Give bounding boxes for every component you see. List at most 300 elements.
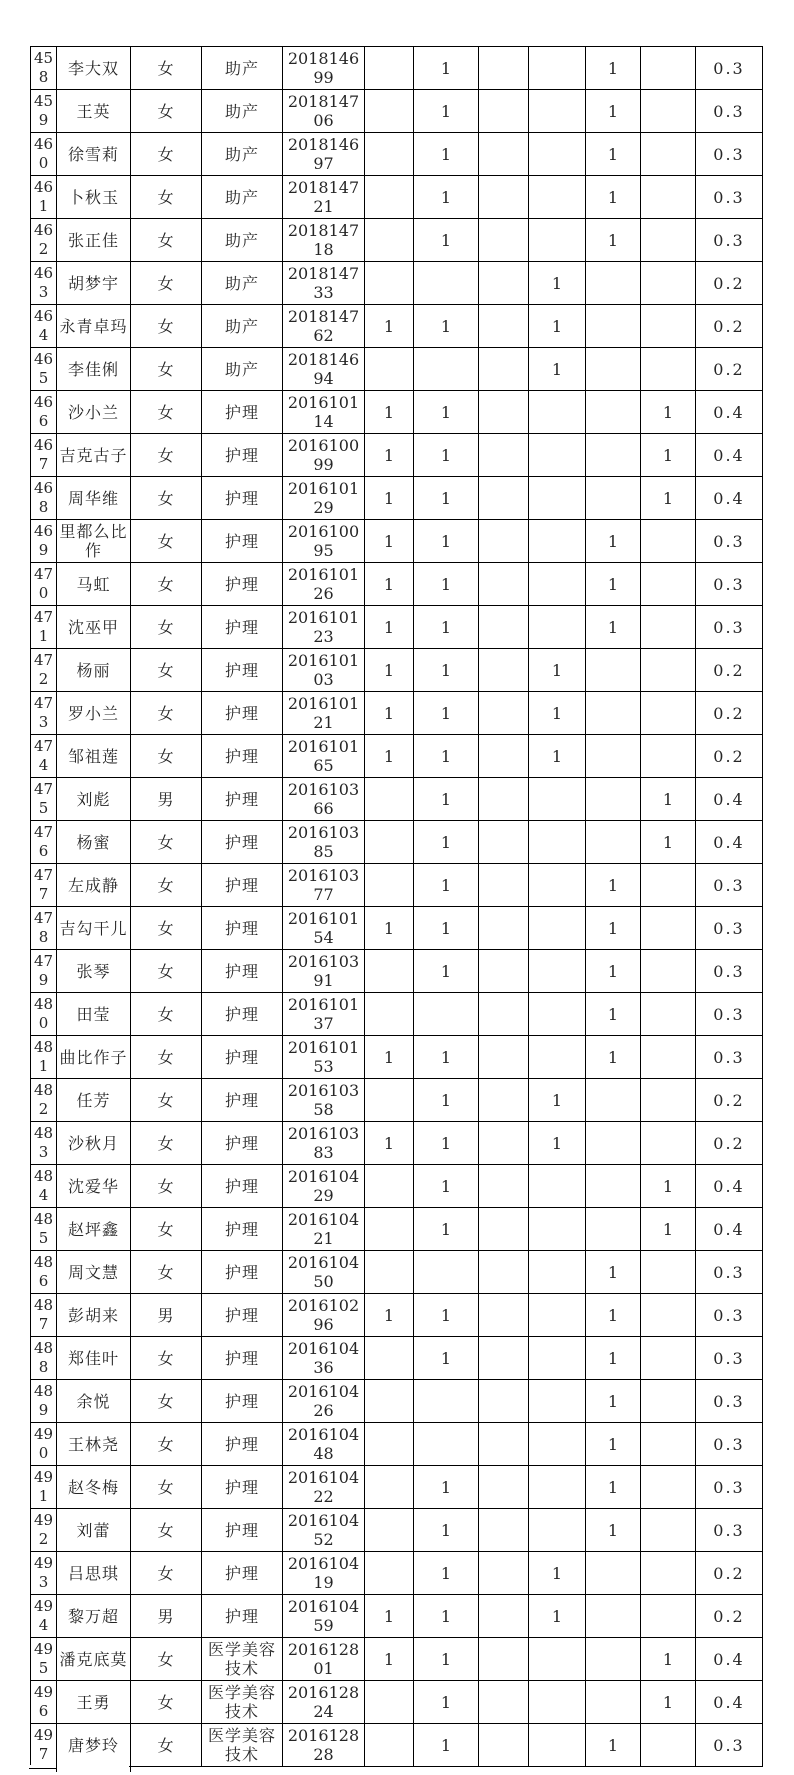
row-number-cell: 483 <box>31 1122 57 1165</box>
mark-col-3-cell <box>479 692 529 735</box>
gender-cell: 女 <box>131 993 202 1036</box>
gender-cell: 女 <box>131 434 202 477</box>
mark-col-6-cell <box>641 735 696 778</box>
total-score-cell: 0.3 <box>696 907 763 950</box>
student-id-cell: 201612828 <box>283 1724 365 1767</box>
total-score-cell: 0.3 <box>696 864 763 907</box>
mark-col-4-cell: 1 <box>529 1552 586 1595</box>
mark-col-4-cell <box>529 434 586 477</box>
row-number-cell: 493 <box>31 1552 57 1595</box>
mark-col-3-cell <box>479 1423 529 1466</box>
mark-col-1-cell <box>365 47 414 90</box>
table-row <box>31 305 763 348</box>
table-row <box>31 1466 763 1509</box>
table-row <box>31 219 763 262</box>
row-number-cell: 476 <box>31 821 57 864</box>
table-row <box>31 950 763 993</box>
mark-col-4-cell <box>529 219 586 262</box>
mark-col-1-cell: 1 <box>365 305 414 348</box>
name-cell: 沈巫甲 <box>57 606 131 649</box>
table-row <box>31 1337 763 1380</box>
major-cell: 护理 <box>202 606 283 649</box>
mark-col-5-cell: 1 <box>586 1509 641 1552</box>
row-number-cell: 472 <box>31 649 57 692</box>
mark-col-4-cell <box>529 907 586 950</box>
mark-col-2-cell: 1 <box>414 1552 479 1595</box>
row-number-cell: 486 <box>31 1251 57 1294</box>
gender-cell: 女 <box>131 649 202 692</box>
table-row <box>31 649 763 692</box>
gender-cell: 女 <box>131 1509 202 1552</box>
mark-col-4-cell <box>529 864 586 907</box>
student-id-cell: 201610366 <box>283 778 365 821</box>
student-id-cell: 201610419 <box>283 1552 365 1595</box>
mark-col-1-cell <box>365 1337 414 1380</box>
gender-cell: 女 <box>131 692 202 735</box>
mark-col-3-cell <box>479 434 529 477</box>
mark-col-4-cell: 1 <box>529 1122 586 1165</box>
mark-col-5-cell: 1 <box>586 1423 641 1466</box>
total-score-cell: 0.2 <box>696 305 763 348</box>
mark-col-4-cell: 1 <box>529 692 586 735</box>
row-number-cell: 495 <box>31 1638 57 1681</box>
mark-col-5-cell <box>586 1638 641 1681</box>
mark-col-4-cell <box>529 993 586 1036</box>
mark-col-1-cell <box>365 993 414 1036</box>
major-cell: 护理 <box>202 520 283 563</box>
row-number-cell: 480 <box>31 993 57 1036</box>
mark-col-3-cell <box>479 1294 529 1337</box>
mark-col-6-cell <box>641 219 696 262</box>
name-cell: 邹祖莲 <box>57 735 131 778</box>
mark-col-4-cell: 1 <box>529 1595 586 1638</box>
name-cell: 余悦 <box>57 1380 131 1423</box>
major-cell: 护理 <box>202 1380 283 1423</box>
mark-col-4-cell <box>529 563 586 606</box>
mark-col-4-cell <box>529 90 586 133</box>
mark-col-2-cell: 1 <box>414 1079 479 1122</box>
major-cell: 护理 <box>202 1036 283 1079</box>
mark-col-1-cell <box>365 90 414 133</box>
mark-col-3-cell <box>479 305 529 348</box>
mark-col-5-cell <box>586 434 641 477</box>
row-number-cell: 485 <box>31 1208 57 1251</box>
name-cell: 田莹 <box>57 993 131 1036</box>
mark-col-6-cell <box>641 1337 696 1380</box>
mark-col-6-cell <box>641 950 696 993</box>
major-cell: 护理 <box>202 993 283 1036</box>
table-row <box>31 1079 763 1122</box>
mark-col-3-cell <box>479 907 529 950</box>
gender-cell: 女 <box>131 1423 202 1466</box>
mark-col-1-cell <box>365 1079 414 1122</box>
major-cell: 护理 <box>202 563 283 606</box>
gender-cell: 女 <box>131 1552 202 1595</box>
mark-col-4-cell <box>529 133 586 176</box>
table-row <box>31 1638 763 1681</box>
mark-col-6-cell <box>641 692 696 735</box>
major-cell: 助产 <box>202 47 283 90</box>
mark-col-6-cell <box>641 1509 696 1552</box>
total-score-cell: 0.3 <box>696 1036 763 1079</box>
major-cell: 护理 <box>202 950 283 993</box>
gender-cell: 女 <box>131 262 202 305</box>
mark-col-4-cell <box>529 1423 586 1466</box>
mark-col-6-cell <box>641 864 696 907</box>
gender-cell: 男 <box>131 1595 202 1638</box>
gender-cell: 女 <box>131 563 202 606</box>
mark-col-4-cell <box>529 176 586 219</box>
row-number-cell: 482 <box>31 1079 57 1122</box>
mark-col-2-cell: 1 <box>414 563 479 606</box>
student-id-cell: 201610137 <box>283 993 365 1036</box>
mark-col-5-cell <box>586 1552 641 1595</box>
mark-col-6-cell <box>641 47 696 90</box>
mark-col-2-cell: 1 <box>414 1681 479 1724</box>
mark-col-5-cell: 1 <box>586 520 641 563</box>
student-id-cell: 201814762 <box>283 305 365 348</box>
table-row <box>31 1380 763 1423</box>
major-cell: 护理 <box>202 735 283 778</box>
mark-col-4-cell: 1 <box>529 1079 586 1122</box>
table-row <box>31 47 763 90</box>
major-cell: 护理 <box>202 1423 283 1466</box>
gender-cell: 女 <box>131 864 202 907</box>
major-cell: 护理 <box>202 1208 283 1251</box>
row-number-cell: 481 <box>31 1036 57 1079</box>
mark-col-3-cell <box>479 1079 529 1122</box>
mark-col-1-cell <box>365 1251 414 1294</box>
mark-col-4-cell: 1 <box>529 649 586 692</box>
mark-col-6-cell: 1 <box>641 1681 696 1724</box>
name-cell: 里都么比作 <box>57 520 131 563</box>
mark-col-5-cell <box>586 262 641 305</box>
mark-col-4-cell <box>529 520 586 563</box>
mark-col-4-cell <box>529 821 586 864</box>
student-id-cell: 201814721 <box>283 176 365 219</box>
name-cell: 吉勾干儿 <box>57 907 131 950</box>
mark-col-2-cell: 1 <box>414 1595 479 1638</box>
name-cell: 吕思琪 <box>57 1552 131 1595</box>
student-id-cell: 201610426 <box>283 1380 365 1423</box>
mark-col-6-cell: 1 <box>641 778 696 821</box>
total-score-cell: 0.3 <box>696 47 763 90</box>
student-id-cell: 201610153 <box>283 1036 365 1079</box>
mark-col-4-cell <box>529 1251 586 1294</box>
table-row <box>31 1251 763 1294</box>
mark-col-5-cell <box>586 778 641 821</box>
mark-col-1-cell: 1 <box>365 649 414 692</box>
table-row <box>31 864 763 907</box>
student-id-cell: 201610383 <box>283 1122 365 1165</box>
gender-cell: 男 <box>131 778 202 821</box>
gender-cell: 女 <box>131 1724 202 1767</box>
mark-col-3-cell <box>479 1681 529 1724</box>
table-row <box>31 434 763 477</box>
mark-col-5-cell: 1 <box>586 47 641 90</box>
mark-col-5-cell: 1 <box>586 219 641 262</box>
mark-col-3-cell <box>479 176 529 219</box>
mark-col-1-cell: 1 <box>365 1638 414 1681</box>
name-cell: 张正佳 <box>57 219 131 262</box>
mark-col-2-cell <box>414 1423 479 1466</box>
mark-col-2-cell: 1 <box>414 1466 479 1509</box>
major-cell: 护理 <box>202 778 283 821</box>
table-row <box>31 907 763 950</box>
table-row <box>31 1165 763 1208</box>
total-score-cell: 0.3 <box>696 1337 763 1380</box>
mark-col-6-cell <box>641 1466 696 1509</box>
major-cell: 护理 <box>202 1595 283 1638</box>
page-cut-num-border <box>29 1768 57 1769</box>
mark-col-1-cell: 1 <box>365 1595 414 1638</box>
student-id-cell: 201610154 <box>283 907 365 950</box>
total-score-cell: 0.3 <box>696 1423 763 1466</box>
row-number-cell: 474 <box>31 735 57 778</box>
name-cell: 周华维 <box>57 477 131 520</box>
mark-col-2-cell: 1 <box>414 391 479 434</box>
mark-col-1-cell: 1 <box>365 907 414 950</box>
total-score-cell: 0.2 <box>696 1595 763 1638</box>
major-cell: 护理 <box>202 1122 283 1165</box>
mark-col-4-cell <box>529 1681 586 1724</box>
mark-col-6-cell <box>641 1380 696 1423</box>
table-row <box>31 692 763 735</box>
mark-col-6-cell <box>641 907 696 950</box>
mark-col-2-cell: 1 <box>414 1509 479 1552</box>
name-cell: 周文慧 <box>57 1251 131 1294</box>
mark-col-3-cell <box>479 1724 529 1767</box>
student-id-cell: 201612824 <box>283 1681 365 1724</box>
name-cell: 唐梦玲 <box>57 1724 131 1767</box>
row-number-cell: 465 <box>31 348 57 391</box>
mark-col-2-cell: 1 <box>414 1036 479 1079</box>
student-id-cell: 201610126 <box>283 563 365 606</box>
table-row <box>31 778 763 821</box>
mark-col-2-cell <box>414 993 479 1036</box>
total-score-cell: 0.2 <box>696 649 763 692</box>
mark-col-3-cell <box>479 735 529 778</box>
total-score-cell: 0.4 <box>696 477 763 520</box>
total-score-cell: 0.3 <box>696 520 763 563</box>
name-cell: 郑佳叶 <box>57 1337 131 1380</box>
major-cell: 护理 <box>202 907 283 950</box>
page-cut-open-cell <box>57 1765 129 1768</box>
table-row <box>31 133 763 176</box>
mark-col-1-cell <box>365 1466 414 1509</box>
mark-col-3-cell <box>479 821 529 864</box>
row-number-cell: 466 <box>31 391 57 434</box>
name-cell: 赵冬梅 <box>57 1466 131 1509</box>
mark-col-4-cell <box>529 1638 586 1681</box>
major-cell: 助产 <box>202 133 283 176</box>
gender-cell: 女 <box>131 1036 202 1079</box>
student-id-cell: 201610452 <box>283 1509 365 1552</box>
total-score-cell: 0.3 <box>696 1724 763 1767</box>
mark-col-5-cell: 1 <box>586 176 641 219</box>
mark-col-3-cell <box>479 563 529 606</box>
mark-col-2-cell <box>414 348 479 391</box>
total-score-cell: 0.4 <box>696 1638 763 1681</box>
name-cell: 左成静 <box>57 864 131 907</box>
mark-col-3-cell <box>479 1595 529 1638</box>
mark-col-5-cell: 1 <box>586 1466 641 1509</box>
mark-col-2-cell <box>414 1251 479 1294</box>
total-score-cell: 0.2 <box>696 692 763 735</box>
total-score-cell: 0.3 <box>696 1509 763 1552</box>
student-id-cell: 201610114 <box>283 391 365 434</box>
major-cell: 医学美容技术 <box>202 1724 283 1767</box>
name-cell: 永青卓玛 <box>57 305 131 348</box>
row-number-cell: 484 <box>31 1165 57 1208</box>
mark-col-6-cell: 1 <box>641 1638 696 1681</box>
gender-cell: 女 <box>131 1122 202 1165</box>
mark-col-2-cell: 1 <box>414 692 479 735</box>
student-id-cell: 201814697 <box>283 133 365 176</box>
table-row <box>31 520 763 563</box>
mark-col-6-cell <box>641 520 696 563</box>
student-id-cell: 201610391 <box>283 950 365 993</box>
mark-col-1-cell <box>365 176 414 219</box>
name-cell: 刘彪 <box>57 778 131 821</box>
major-cell: 护理 <box>202 864 283 907</box>
mark-col-1-cell: 1 <box>365 735 414 778</box>
table-row <box>31 993 763 1036</box>
total-score-cell: 0.3 <box>696 1380 763 1423</box>
student-id-cell: 201610422 <box>283 1466 365 1509</box>
gender-cell: 女 <box>131 1208 202 1251</box>
mark-col-1-cell: 1 <box>365 563 414 606</box>
gender-cell: 女 <box>131 1638 202 1681</box>
row-number-cell: 462 <box>31 219 57 262</box>
row-number-cell: 468 <box>31 477 57 520</box>
name-cell: 卜秋玉 <box>57 176 131 219</box>
name-cell: 罗小兰 <box>57 692 131 735</box>
mark-col-3-cell <box>479 262 529 305</box>
mark-col-6-cell: 1 <box>641 477 696 520</box>
row-number-cell: 478 <box>31 907 57 950</box>
mark-col-6-cell <box>641 1423 696 1466</box>
student-id-cell: 201610121 <box>283 692 365 735</box>
mark-col-5-cell <box>586 477 641 520</box>
gender-cell: 女 <box>131 520 202 563</box>
table-row <box>31 735 763 778</box>
mark-col-4-cell <box>529 1165 586 1208</box>
mark-col-4-cell: 1 <box>529 305 586 348</box>
table-row <box>31 1208 763 1251</box>
gender-cell: 女 <box>131 305 202 348</box>
row-number-cell: 489 <box>31 1380 57 1423</box>
table-row <box>31 1724 763 1767</box>
mark-col-2-cell: 1 <box>414 1294 479 1337</box>
mark-col-6-cell <box>641 1294 696 1337</box>
gender-cell: 女 <box>131 477 202 520</box>
gender-cell: 女 <box>131 821 202 864</box>
mark-col-2-cell: 1 <box>414 1165 479 1208</box>
mark-col-3-cell <box>479 1208 529 1251</box>
mark-col-6-cell: 1 <box>641 1165 696 1208</box>
mark-col-5-cell <box>586 1165 641 1208</box>
mark-col-1-cell <box>365 348 414 391</box>
mark-col-3-cell <box>479 864 529 907</box>
name-cell: 张琴 <box>57 950 131 993</box>
mark-col-1-cell <box>365 821 414 864</box>
student-id-cell: 201610129 <box>283 477 365 520</box>
major-cell: 护理 <box>202 1509 283 1552</box>
student-id-cell: 201610459 <box>283 1595 365 1638</box>
mark-col-3-cell <box>479 1165 529 1208</box>
total-score-cell: 0.3 <box>696 176 763 219</box>
total-score-cell: 0.3 <box>696 606 763 649</box>
student-id-cell: 201610099 <box>283 434 365 477</box>
mark-col-2-cell: 1 <box>414 735 479 778</box>
mark-col-3-cell <box>479 47 529 90</box>
total-score-cell: 0.3 <box>696 133 763 176</box>
gender-cell: 女 <box>131 1681 202 1724</box>
total-score-cell: 0.2 <box>696 1552 763 1595</box>
major-cell: 助产 <box>202 348 283 391</box>
mark-col-5-cell <box>586 305 641 348</box>
name-cell: 徐雪莉 <box>57 133 131 176</box>
mark-col-1-cell: 1 <box>365 1036 414 1079</box>
gender-cell: 女 <box>131 47 202 90</box>
row-number-cell: 458 <box>31 47 57 90</box>
student-id-cell: 201814694 <box>283 348 365 391</box>
mark-col-5-cell: 1 <box>586 1251 641 1294</box>
student-score-table-body <box>31 47 763 1767</box>
total-score-cell: 0.2 <box>696 1079 763 1122</box>
gender-cell: 女 <box>131 1337 202 1380</box>
mark-col-5-cell <box>586 692 641 735</box>
mark-col-6-cell <box>641 1251 696 1294</box>
major-cell: 护理 <box>202 477 283 520</box>
table-row <box>31 1681 763 1724</box>
gender-cell: 女 <box>131 219 202 262</box>
name-cell: 沙小兰 <box>57 391 131 434</box>
page-cut-row-artifact <box>30 1767 762 1775</box>
mark-col-4-cell: 1 <box>529 262 586 305</box>
mark-col-3-cell <box>479 219 529 262</box>
row-number-cell: 469 <box>31 520 57 563</box>
page-cut-vertical-line-left <box>56 1765 57 1772</box>
gender-cell: 女 <box>131 1251 202 1294</box>
name-cell: 沈爱华 <box>57 1165 131 1208</box>
mark-col-1-cell: 1 <box>365 692 414 735</box>
mark-col-3-cell <box>479 1122 529 1165</box>
student-id-cell: 201610436 <box>283 1337 365 1380</box>
mark-col-2-cell: 1 <box>414 1724 479 1767</box>
mark-col-4-cell <box>529 1724 586 1767</box>
student-id-cell: 201610165 <box>283 735 365 778</box>
total-score-cell: 0.2 <box>696 348 763 391</box>
student-score-table <box>30 46 763 1767</box>
mark-col-2-cell: 1 <box>414 219 479 262</box>
mark-col-5-cell: 1 <box>586 133 641 176</box>
total-score-cell: 0.4 <box>696 1681 763 1724</box>
total-score-cell: 0.3 <box>696 90 763 133</box>
mark-col-6-cell: 1 <box>641 391 696 434</box>
gender-cell: 女 <box>131 1165 202 1208</box>
mark-col-5-cell: 1 <box>586 1294 641 1337</box>
mark-col-6-cell <box>641 262 696 305</box>
table-row <box>31 477 763 520</box>
total-score-cell: 0.3 <box>696 1466 763 1509</box>
mark-col-5-cell: 1 <box>586 1337 641 1380</box>
total-score-cell: 0.3 <box>696 950 763 993</box>
mark-col-2-cell: 1 <box>414 477 479 520</box>
student-id-cell: 201612801 <box>283 1638 365 1681</box>
major-cell: 护理 <box>202 1251 283 1294</box>
